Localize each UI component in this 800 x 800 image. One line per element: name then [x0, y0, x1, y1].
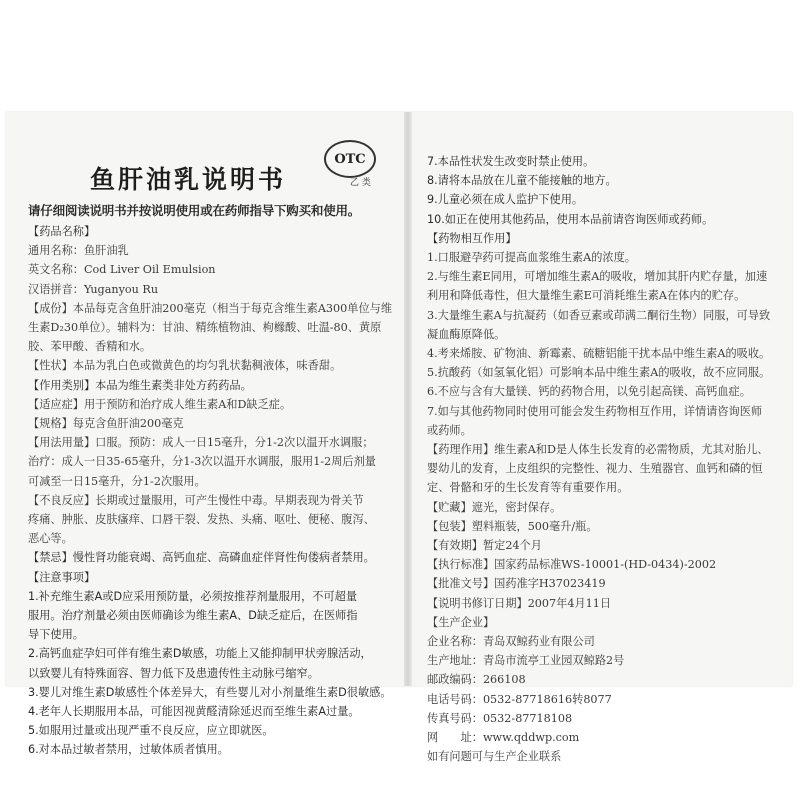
text-line: 6.不应与含有大量镁、钙的药物合用，以免引起高镁、高钙血症。 — [427, 385, 751, 399]
text-line: 【作用类别】本品为维生素类非处方药药品。 — [28, 378, 252, 392]
text-line: 【批准文号】国药准字H37023419 — [427, 577, 606, 591]
text-line: 【适应症】用于预防和治疗成人维生素A和D缺乏症。 — [28, 397, 292, 411]
text-line: 英文名称：Cod Liver Oil Emulsion — [28, 263, 216, 277]
text-line: 2.高钙血症孕妇可伴有维生素D敏感，功能上又能抑制甲状旁腺活动， — [28, 647, 372, 661]
text-line: 【贮藏】遮光，密封保存。 — [427, 500, 562, 514]
text-line: 6.对本品过敏者禁用，过敏体质者慎用。 — [28, 743, 229, 757]
text-line: 【生产企业】 — [427, 615, 495, 629]
text-line: 7.本品性状发生改变时禁止使用。 — [427, 155, 595, 168]
text-line: 5.如服用过量或出现严重不良反应，应立即就医。 — [28, 724, 274, 738]
text-line: 1.补充维生素A或D应采用预防量，必须按推荐剂量服用，不可超量 — [28, 589, 358, 603]
text-line: 9.儿童必须在成人监护下使用。 — [427, 193, 584, 207]
text-line: 服用。治疗剂量必须由医师确诊为维生素A、D缺乏症后，在医师指 — [28, 609, 358, 623]
document-title: 鱼肝油乳说明书 — [90, 165, 287, 194]
right-column-text — [427, 152, 783, 767]
text-line: 【药理作用】维生素A和D是人体生长发育的必需物质，尤其对胎儿、 — [427, 443, 769, 457]
text-line: 婴幼儿的发育，上皮组织的完整性、视力、生殖器官、血钙和磷的恒 — [427, 462, 763, 476]
text-line: 恶心等。 — [28, 532, 73, 546]
text-line: 传真号码：0532-87718108 — [427, 711, 573, 725]
text-line: 4.考来烯胺、矿物油、新霉素、硫糖铝能干扰本品中维生素A的吸收。 — [427, 347, 771, 361]
text-line: 【不良反应】长期或过量服用，可产生慢性中毒。早期表现为骨关节 — [28, 493, 364, 507]
text-line: 可减至一日15毫升，分1-2次服用。 — [28, 474, 206, 488]
text-line: 【注意事项】 — [28, 570, 96, 584]
text-line: 2.与维生素E同用，可增加维生素A的吸收，增加其肝内贮存量，加速 — [427, 270, 768, 284]
otc-badge: OTC — [324, 140, 376, 178]
text-line: 生产地址：青岛市流亭工业园双鲸路2号 — [427, 654, 625, 668]
text-line: 【成份】本品每克含鱼肝油200毫克（相当于每克含维生素A300单位与维 — [28, 301, 393, 315]
text-line: 10.如正在使用其他药品，使用本品前请咨询医师或药师。 — [427, 212, 714, 226]
text-line: 企业名称：青岛双鲸药业有限公司 — [427, 635, 595, 649]
text-line: 【说明书修订日期】2007年4月11日 — [427, 596, 612, 610]
text-line: 通用名称：鱼肝油乳 — [28, 244, 129, 258]
text-line: 利用和降低毒性，但大量维生素E可消耗维生素A在体内的贮存。 — [427, 289, 746, 303]
text-line: 胶、苯甲酸、香精和水。 — [28, 340, 152, 354]
text-line: 电话号码：0532-87718616转8077 — [427, 692, 612, 706]
text-line: 导下使用。 — [28, 628, 84, 642]
text-line: 凝血酶原降低。 — [427, 327, 506, 341]
text-line: 【有效期】暂定24个月 — [427, 539, 542, 553]
text-line: 4.老年人长期服用本品，可能因视黄醛清除延迟而至维生素A过量。 — [28, 705, 360, 719]
text-line: 或药师。 — [427, 423, 472, 437]
text-line: 网 址：www.qddwp.com — [427, 731, 580, 745]
text-line: 1.口服避孕药可提高血浆维生素A的浓度。 — [427, 251, 636, 265]
text-line: 8.请将本品放在儿童不能接触的地方。 — [427, 174, 617, 188]
text-line: 【药品名称】 — [28, 225, 96, 238]
text-line: 汉语拼音：Yuganyou Ru — [28, 282, 159, 296]
text-line: 疼痛、肿胀、皮肤瘙痒、口唇干裂、发热、头痛、呕吐、便秘、腹泻、 — [28, 513, 375, 527]
text-line: 【用法用量】口服。预防：成人一日15毫升，分1-2次以温开水调服； — [28, 436, 374, 450]
text-line: 5.抗酸药（如氢氧化铝）可影响本品中维生素A的吸收，故不应同服。 — [427, 366, 771, 380]
otc-class-label: 乙 类 — [350, 178, 371, 188]
text-line: 定、骨骼和牙的生长发育等有重要作用。 — [427, 481, 629, 495]
text-line: 邮政编码：266108 — [427, 673, 526, 687]
text-line: 7.如与其他药物同时使用可能会发生药物相互作用，详情请咨询医师 — [427, 404, 763, 418]
page-fold — [404, 112, 412, 686]
text-line: 生素D₂30单位）。辅料为：甘油、精练植物油、枸橼酸、吐温-80、黄原 — [28, 321, 382, 335]
text-line: 治疗：成人一日35-65毫升，分1-3次以温开水调服，服用1-2周后剂量 — [28, 455, 376, 469]
usage-notice: 请仔细阅读说明书并按说明使用或在药师指导下购买和使用。 — [28, 203, 361, 218]
text-line: 3.婴儿对维生素D敏感性个体差异大，有些婴儿对小剂量维生素D很敏感。 — [28, 685, 392, 699]
left-column-text — [28, 222, 396, 760]
text-line: 如有问题可与生产企业联系 — [427, 750, 562, 764]
text-line: 3.大量维生素A与抗凝药（如香豆素或茚满二酮衍生物）同服，可导致 — [427, 308, 771, 322]
text-line: 【性状】本品为乳白色或微黄色的均匀乳状黏稠液体，味香甜。 — [28, 359, 342, 373]
text-line: 【禁忌】慢性肾功能衰竭、高钙血症、高磷血症伴肾性佝偻病者禁用。 — [28, 551, 375, 565]
text-line: 【执行标准】国家药品标准WS-10001-(HD-0434)-2002 — [427, 558, 717, 572]
text-line: 以致婴儿有特殊面容、智力低下及患遗传性主动脉弓缩窄。 — [28, 666, 319, 680]
text-line: 【包装】塑料瓶装，500毫升/瓶。 — [427, 519, 598, 533]
text-line: 【规格】每克含鱼肝油200毫克 — [28, 417, 184, 431]
text-line: 【药物相互作用】 — [427, 231, 517, 245]
